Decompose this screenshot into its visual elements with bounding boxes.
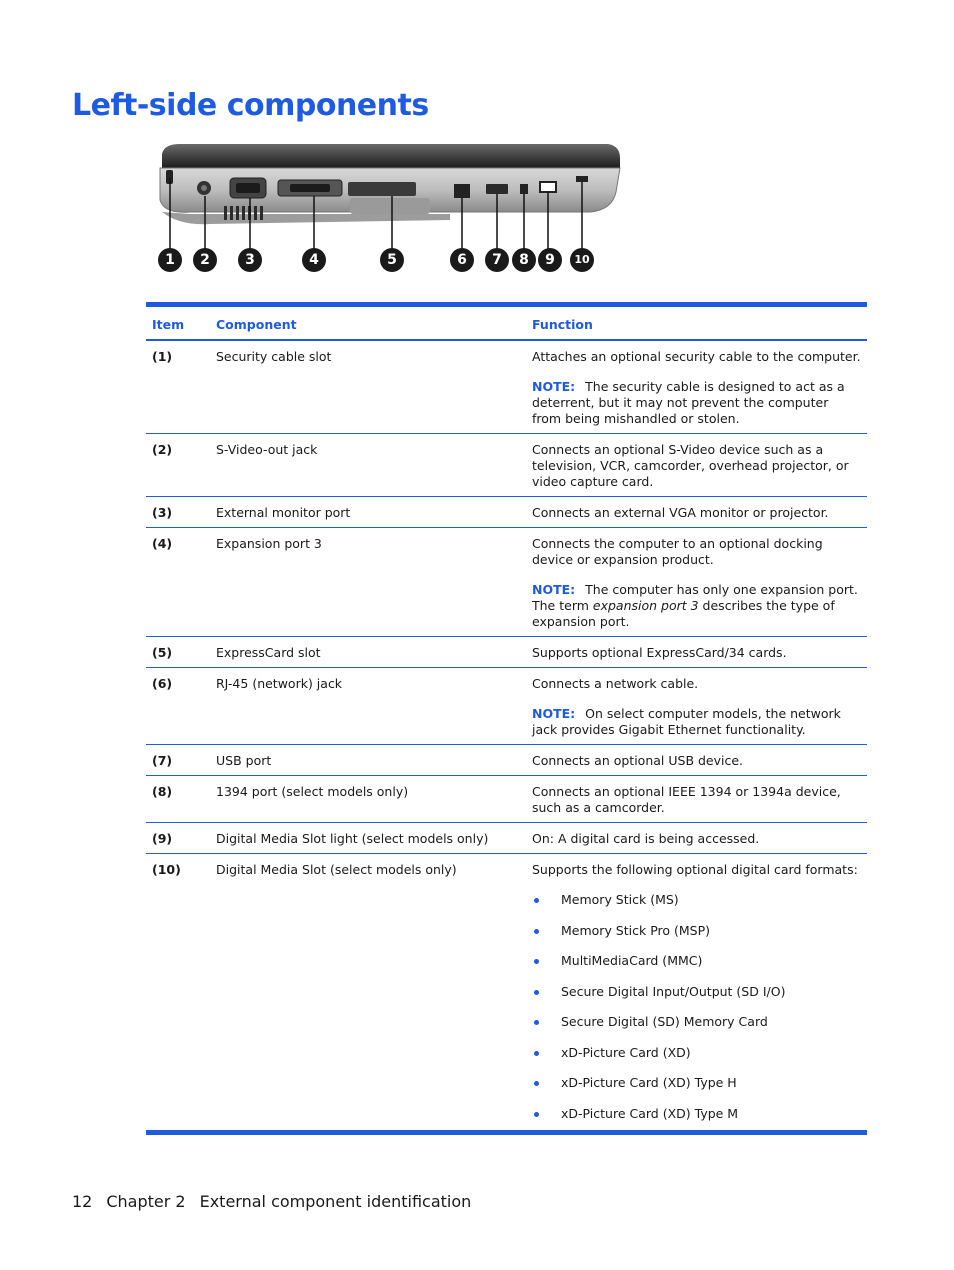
page-number: 12 [72,1192,93,1211]
row-function [526,854,867,1133]
row-component: Digital Media Slot light (select models only) [210,823,526,854]
row-item: (3) [146,497,210,528]
table-row [146,745,867,776]
row-function: Connects an external VGA monitor or projector. [526,497,867,528]
callout-numbers [150,248,630,276]
table-header-row [146,305,867,341]
row-function [526,340,867,434]
row-component: USB port [210,745,526,776]
callout-4: 4 [302,248,326,272]
row-item: (1) [146,340,210,434]
header-item: Item [146,305,210,341]
row-item: (10) [146,854,210,1133]
list-item: Memory Stick (MS) [532,892,861,908]
callout-8: 8 [512,248,536,272]
row-item: (6) [146,668,210,745]
row-item: (4) [146,528,210,637]
chapter-title: External component identification [199,1192,472,1211]
row-function: Supports optional ExpressCard/34 cards. [526,637,867,668]
list-item: Secure Digital (SD) Memory Card [532,1014,861,1030]
note [532,582,861,630]
list-item: MultiMediaCard (MMC) [532,953,861,969]
header-function: Function [526,305,867,341]
row-item: (2) [146,434,210,497]
row-component: ExpressCard slot [210,637,526,668]
note-text-emphasis: expansion port 3 [592,598,699,613]
row-function [526,528,867,637]
callout-2: 2 [193,248,217,272]
row-component: 1394 port (select models only) [210,776,526,823]
chapter-label: Chapter 2 [106,1192,186,1211]
callout-7: 7 [485,248,509,272]
function-text: Connects the computer to an optional docking device or expansion product. [532,536,823,567]
table-row [146,776,867,823]
list-item: Memory Stick Pro (MSP) [532,923,861,939]
callout-1: 1 [158,248,182,272]
page-footer [72,1192,485,1211]
page-title: Left-side components [72,88,429,123]
row-component: External monitor port [210,497,526,528]
callout-6: 6 [450,248,474,272]
function-text: Connects a network cable. [532,676,699,691]
row-item: (7) [146,745,210,776]
table-row [146,668,867,745]
row-component: Digital Media Slot (select models only) [210,854,526,1133]
callout-3: 3 [238,248,262,272]
callout-5: 5 [380,248,404,272]
function-text: Supports the following optional digital card formats: [532,862,858,877]
row-component: Expansion port 3 [210,528,526,637]
note-label: NOTE: [532,706,576,721]
row-component: Security cable slot [210,340,526,434]
note-text: On select computer models, the network jack provides Gigabit Ethernet functionality. [532,706,841,737]
table-row [146,823,867,854]
row-item: (8) [146,776,210,823]
note-text-post: describes the type of expansion port. [532,598,835,629]
note-text-pre: The computer has only one expansion port. The term [532,582,858,613]
list-item: xD-Picture Card (XD) Type M [532,1106,861,1122]
row-function: On: A digital card is being accessed. [526,823,867,854]
function-text: Attaches an optional security cable to the computer. [532,349,861,364]
row-function: Connects an optional S-Video device such as a television, VCR, camcorder, overhead projector, or video capture card. [526,434,867,497]
row-function: Connects an optional IEEE 1394 or 1394a device, such as a camcorder. [526,776,867,823]
card-format-list [532,892,861,1122]
note-label: NOTE: [532,582,576,597]
row-function [526,668,867,745]
row-component: S-Video-out jack [210,434,526,497]
note [532,379,861,427]
row-component: RJ-45 (network) jack [210,668,526,745]
list-item: Secure Digital Input/Output (SD I/O) [532,984,861,1000]
table-row [146,497,867,528]
table-row [146,528,867,637]
row-function: Connects an optional USB device. [526,745,867,776]
table-row [146,434,867,497]
list-item: xD-Picture Card (XD) Type H [532,1075,861,1091]
note-label: NOTE: [532,379,576,394]
table-row [146,637,867,668]
list-item: xD-Picture Card (XD) [532,1045,861,1061]
header-component: Component [210,305,526,341]
note [532,706,861,738]
callout-10: 10 [570,248,594,272]
row-item: (5) [146,637,210,668]
table-row [146,340,867,434]
note-text: The security cable is designed to act as a deterrent, but it may not prevent the computer from being mishandled or stolen. [532,379,845,426]
components-table [146,302,867,1135]
row-item: (9) [146,823,210,854]
callout-9: 9 [538,248,562,272]
table-row [146,854,867,1133]
